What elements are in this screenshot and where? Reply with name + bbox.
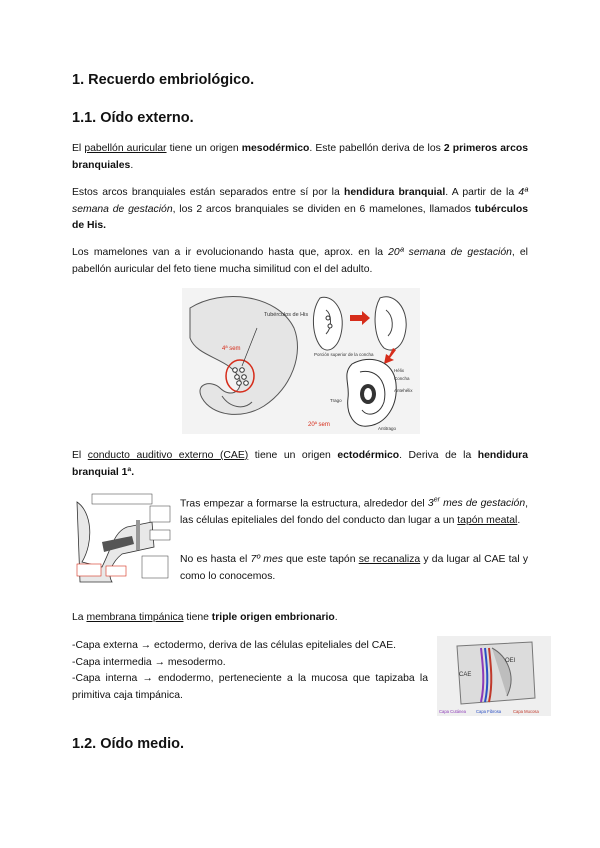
paragraph-arcos: Estos arcos branquiales están separados entre sí por la hendidura branquial. A partir de la 4ª semana de gestación, los 2 arcos branquiales se dividen en 6 mamelones, llamados tubérculos de His. — [72, 187, 528, 231]
4-sem-label: 4ª sem — [222, 346, 241, 352]
ear-development-figure — [182, 288, 420, 434]
paragraph-mamelones: Los mamelones van a ir evolucionando hasta que, aprox. en la 20ª semana de gestación, el pabellón auricular del feto tiene mucha similitud con el del adulto. — [72, 247, 528, 275]
list-item: -Capa intermedia → mesodermo. — [72, 656, 226, 668]
antitrago-label: Antitrago — [378, 426, 397, 431]
list-item: -Capa externa → ectodermo, deriva de las células epiteliales del CAE. — [72, 640, 397, 651]
tuberculos-label: Tubérculos de His — [264, 312, 309, 318]
paragraph-cae: El conducto auditivo externo (CAE) tiene un origen ectodérmico. Deriva de la hendidura branquial 1ª. — [72, 450, 528, 478]
antehelix-label: Antehélix — [394, 388, 413, 393]
cae-formation-figure — [72, 492, 172, 584]
porcion-label: Porción superior de la concha — [314, 352, 374, 357]
helix-label: Hélix — [394, 368, 405, 373]
paragraph-tapon: Tras empezar a formarse la estructura, alrededor del 3er mes de gestación, las células epiteliales del fondo del conducto dan lugar a un tapón meatal. — [180, 497, 528, 526]
legend-capa-mucosa: Capa Mucosa — [513, 709, 539, 714]
paragraph-recanaliza: No es hasta el 7º mes que este tapón se recanaliza y da lugar al CAE tal y como lo conocemos. — [180, 554, 529, 582]
legend-capa-cutanea: Capa Cutánea — [439, 709, 467, 714]
capas-list — [72, 638, 428, 704]
legend-capa-fibrosa: Capa Fibrosa — [476, 709, 502, 714]
paragraph-membrana: La membrana timpánica tiene triple origen embrionario. — [72, 612, 338, 623]
20-sem-label: 20ª sem — [308, 422, 330, 428]
list-item: -Capa interna → endodermo, perteneciente a la mucosa que tapizaba la primitiva caja timpánica. — [72, 673, 428, 701]
section-title: 1. Recuerdo embriológico. — [72, 72, 255, 88]
concha-label: Concha — [394, 376, 410, 381]
cae-label: CAE — [459, 672, 472, 678]
paragraph-pabellon: El pabellón auricular tiene un origen mesodérmico. Este pabellón deriva de los 2 primeros arcos branquiales. — [72, 143, 528, 171]
subsection-title-oido-medio: 1.2. Oído medio. — [72, 736, 184, 752]
oei-label: OEI — [505, 658, 516, 664]
trago-label: Trago — [330, 398, 342, 403]
subsection-title-oido-externo: 1.1. Oído externo. — [72, 110, 194, 126]
tympanic-membrane-figure — [437, 636, 551, 716]
